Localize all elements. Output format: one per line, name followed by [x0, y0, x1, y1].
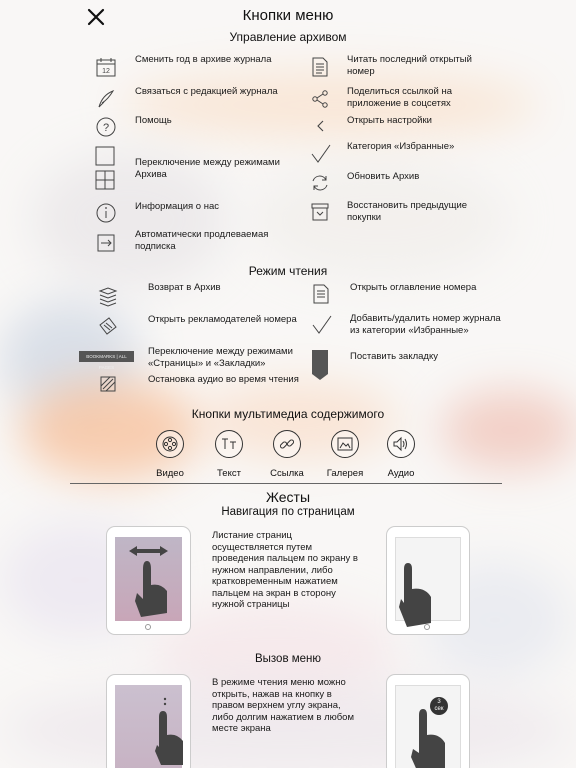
archive-left-label-3: Переключение между режимами Архива — [135, 157, 280, 180]
section-divider — [70, 483, 502, 484]
section-heading-reading: Режим чтения — [248, 264, 328, 278]
archive-left-label-5: Автоматически продлеваемая подписка — [135, 229, 269, 252]
tablet-menu-button-illustration — [107, 675, 190, 768]
checkmark-icon — [307, 141, 333, 167]
page-title: Кнопки меню — [242, 7, 334, 24]
restore-icon — [307, 199, 333, 225]
media-item-audio — [371, 430, 431, 479]
media-label-link: Ссылка — [270, 468, 304, 479]
section-heading-archive: Управление архивом — [229, 30, 347, 44]
gestures-navigation-text: Листание страниц осуществляется путем проведения пальцем по экрану в нужном направлении, либо кратковременным нажатием пальцем на экран в сторону нужной страницы — [212, 530, 358, 610]
toc-icon — [308, 281, 334, 307]
bookmark-icon — [308, 348, 332, 382]
audio-stop-icon — [95, 371, 121, 397]
subscription-icon — [93, 230, 119, 256]
menu-tap-gesture-icon — [147, 695, 187, 765]
audio-icon — [387, 430, 415, 458]
share-icon — [307, 86, 333, 112]
reading-right-label-0: Открыть оглавление номера — [350, 282, 477, 293]
reading-left-label-2: Переключение между режимами «Страницы» и «Закладки» — [148, 346, 293, 369]
video-icon — [156, 430, 184, 458]
quill-icon — [93, 86, 119, 112]
view-mode-icon — [93, 145, 117, 191]
archive-right-label-3: Категория «Избранные» — [347, 141, 455, 152]
link-icon — [273, 430, 301, 458]
archive-right-label-0: Читать последний открытый номер — [347, 54, 472, 77]
media-item-text — [199, 430, 259, 479]
gestures-menu-text: В режиме чтения меню можно открыть, нажав на кнопку в правом верхнем углу экрана, либо долгим нажатием в любом месте экрана — [212, 677, 354, 734]
gestures-navigation-heading: Навигация по страницам — [221, 506, 355, 518]
gallery-icon — [331, 430, 359, 458]
checkmark-icon — [308, 312, 334, 338]
section-heading-multimedia: Кнопки мультимедиа содержимого — [191, 407, 385, 421]
info-icon — [93, 200, 119, 226]
reading-right-label-2: Поставить закладку — [350, 351, 438, 362]
help-icon — [93, 114, 119, 140]
archive-right-label-4: Обновить Архив — [347, 171, 420, 182]
archive-left-label-1: Связаться с редакцией журнала — [135, 86, 278, 97]
archive-left-label-4: Информация о нас — [135, 201, 220, 212]
archive-right-label-2: Открыть настройки — [347, 115, 432, 126]
calendar-icon — [93, 54, 119, 80]
archive-right-label-1: Поделиться ссылкой на приложение в соцсетях — [347, 86, 452, 109]
hold-timer-badge: 3 сек — [430, 697, 448, 715]
text-icon — [215, 430, 243, 458]
media-item-link — [257, 430, 317, 479]
tablet-long-press-illustration — [387, 675, 469, 768]
media-label-video: Видео — [156, 468, 184, 479]
tap-gesture-icon — [395, 561, 461, 631]
tablet-swipe-illustration — [107, 527, 190, 634]
reading-left-label-3: Остановка аудио во время чтения — [148, 374, 299, 385]
swipe-gesture-icon — [115, 537, 182, 621]
stack-icon — [95, 283, 121, 309]
gestures-menu-heading: Вызов меню — [254, 653, 322, 665]
chevron-left-icon — [307, 113, 333, 139]
reading-right-label-1: Добавить/удалить номер журнала из категории «Избранные» — [350, 313, 501, 336]
archive-left-label-0: Сменить год в архиве журнала — [135, 54, 272, 65]
media-label-text: Текст — [217, 468, 241, 479]
archive-right-label-5: Восстановить предыдущие покупки — [347, 200, 468, 223]
reading-left-label-0: Возврат в Архив — [148, 282, 221, 293]
tablet-tap-illustration — [387, 527, 469, 634]
advertisers-icon — [95, 313, 121, 339]
reading-left-label-1: Открыть рекламодателей номера — [148, 314, 297, 325]
archive-left-label-2: Помощь — [135, 115, 172, 126]
svg-text:12: 12 — [102, 68, 110, 75]
media-item-gallery — [315, 430, 375, 479]
bookmarks-toggle-icon: BOOKMARKS | ALL PAGES — [79, 351, 134, 362]
svg-text:?: ? — [102, 122, 110, 134]
gestures-title: Жесты — [265, 489, 311, 505]
media-label-gallery: Галерея — [326, 468, 364, 479]
document-icon — [307, 54, 333, 80]
media-label-audio: Аудио — [387, 468, 415, 479]
refresh-icon — [307, 170, 333, 196]
media-item-video — [140, 430, 200, 479]
long-press-gesture-icon — [405, 705, 449, 768]
